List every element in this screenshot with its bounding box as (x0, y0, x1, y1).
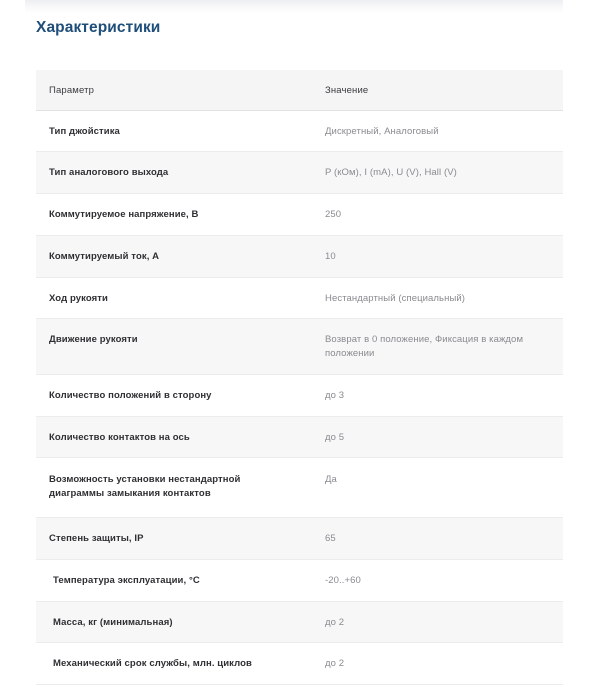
specifications-table (36, 70, 563, 685)
spec-table-body (36, 110, 563, 684)
value-cell: до 2 (308, 643, 563, 685)
table-row (36, 416, 563, 458)
value-cell: до 3 (308, 374, 563, 416)
parameter-cell: Движение рукояти (36, 319, 308, 375)
value-cell: Возврат в 0 положение, Фиксация в каждом положении (308, 319, 563, 375)
table-row (36, 518, 563, 560)
table-row (36, 559, 563, 601)
table-row (36, 235, 563, 277)
parameter-cell: Степень защиты, IP (36, 518, 308, 560)
spec-card (25, 0, 563, 685)
parameter-cell: Количество положений в сторону (36, 374, 308, 416)
table-row (36, 152, 563, 194)
table-row (36, 110, 563, 152)
parameter-cell: Коммутируемый ток, А (36, 235, 308, 277)
value-cell: до 5 (308, 416, 563, 458)
table-row (36, 458, 563, 518)
value-cell: Дискретный, Аналоговый (308, 110, 563, 152)
parameter-cell: Коммутируемое напряжение, В (36, 194, 308, 236)
table-row (36, 194, 563, 236)
value-cell: 65 (308, 518, 563, 560)
parameter-cell: Механический срок службы, млн. циклов (36, 643, 308, 685)
parameter-cell: Ход рукояти (36, 277, 308, 319)
value-cell: -20..+60 (308, 559, 563, 601)
page-title: Характеристики (36, 19, 161, 36)
value-cell: 250 (308, 194, 563, 236)
table-row (36, 601, 563, 643)
column-header-value: Значение (308, 70, 563, 111)
value-cell: P (кОм), I (mA), U (V), Hall (V) (308, 152, 563, 194)
parameter-cell: Тип аналогового выхода (36, 152, 308, 194)
parameter-cell: Тип джойстика (36, 110, 308, 152)
table-row (36, 277, 563, 319)
parameter-cell: Масса, кг (минимальная) (36, 601, 308, 643)
column-header-parameter: Параметр (36, 70, 308, 111)
parameter-cell: Возможность установки нестандартной диаграммы замыкания контактов (36, 458, 308, 518)
spec-table-head (36, 70, 563, 111)
table-row (36, 643, 563, 685)
table-header-row (36, 70, 563, 111)
spec-table-container (25, 70, 563, 685)
parameter-cell: Температура эксплуатации, °С (36, 559, 308, 601)
table-row (36, 374, 563, 416)
value-cell: до 2 (308, 601, 563, 643)
table-row (36, 319, 563, 375)
value-cell: Нестандартный (специальный) (308, 277, 563, 319)
value-cell: Да (308, 458, 563, 518)
value-cell: 10 (308, 235, 563, 277)
parameter-cell: Количество контактов на ось (36, 416, 308, 458)
